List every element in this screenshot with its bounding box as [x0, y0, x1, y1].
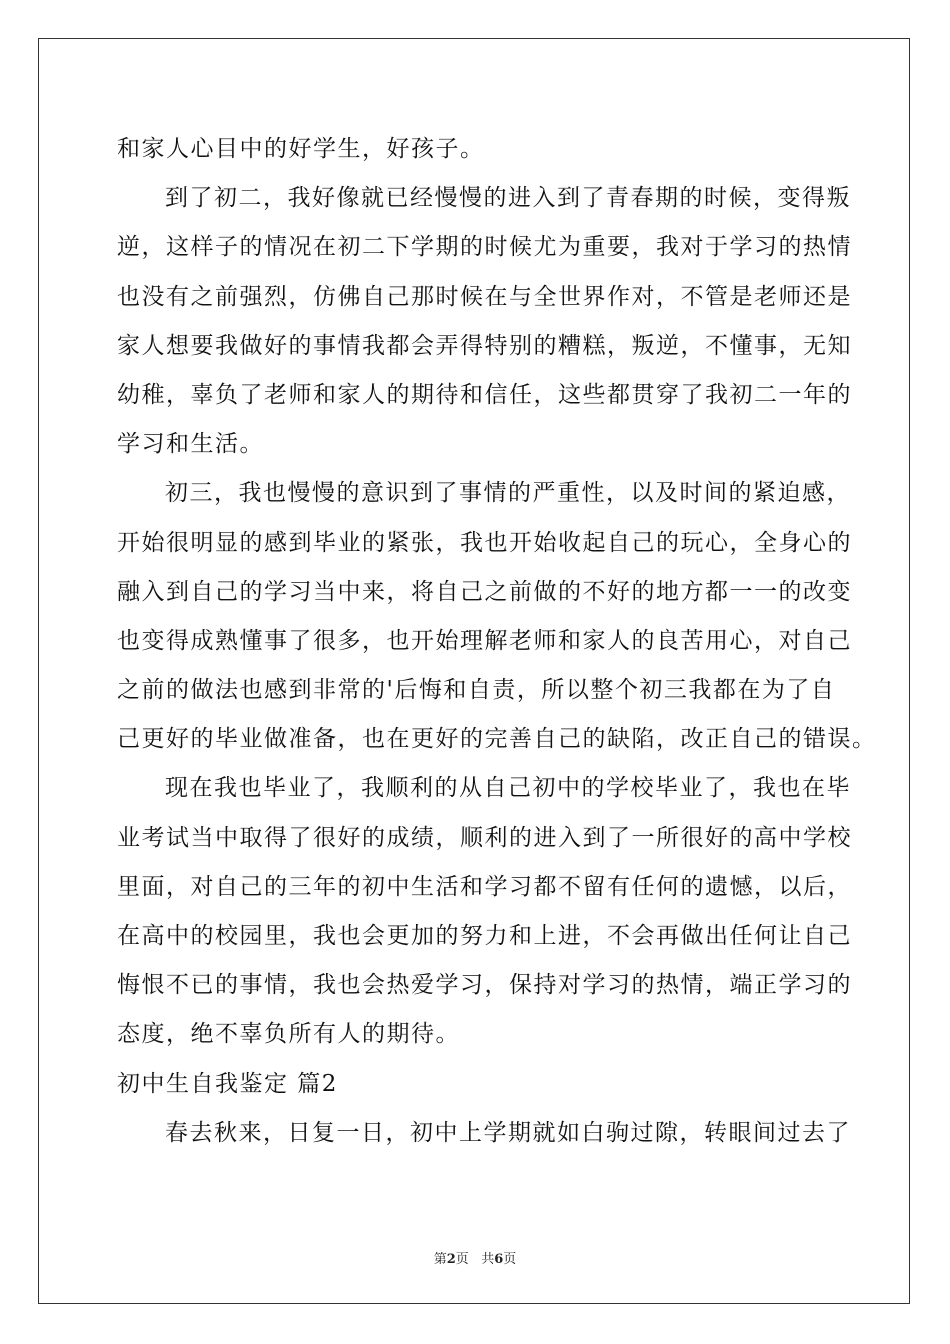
text-line: 也变得成熟懂事了很多，也开始理解老师和家人的良苦用心，对自己 [117, 627, 852, 654]
text-line: 逆，这样子的情况在初二下学期的时候尤为重要，我对于学习的热情 [117, 234, 852, 261]
text-line: 融入到自己的学习当中来，将自己之前做的不好的地方都一一的改变 [117, 578, 852, 605]
footer-total-suffix: 页 [503, 1252, 517, 1267]
text-line: 幼稚，辜负了老师和家人的期待和信任，这些都贯穿了我初二一年的 [117, 381, 852, 408]
page-footer [0, 1248, 950, 1267]
footer-total-pages: 6 [494, 1252, 504, 1267]
text-line: 和家人心目中的好学生，好孩子。 [117, 136, 485, 162]
text-line: 在高中的校园里，我也会更加的努力和上进，不会再做出任何让自己 [117, 923, 852, 949]
text-line: 业考试当中取得了很好的成绩，顺利的进入到了一所很好的高中学校 [117, 824, 852, 851]
text-line: 也没有之前强烈，仿佛自己那时候在与全世界作对，不管是老师还是 [117, 283, 852, 310]
footer-page-suffix: 页 [455, 1252, 469, 1267]
text-line: 到了初二，我好像就已经慢慢的进入到了青春期的时候，变得叛 [165, 185, 851, 212]
footer-page-prefix: 第 [433, 1252, 447, 1267]
text-line: 春去秋来，日复一日，初中上学期就如白驹过隙，转眼间过去了 [165, 1119, 851, 1146]
footer-page-number: 2 [446, 1252, 456, 1267]
text-line: 家人想要我做好的事情我都会弄得特别的糟糕，叛逆，不懂事，无知 [117, 332, 852, 359]
text-line: 开始很明显的感到毕业的紧张，我也开始收起自己的玩心，全身心的 [117, 529, 852, 556]
text-line: 己更好的毕业做准备，也在更好的完善自己的缺陷，改正自己的错误。 [117, 726, 877, 753]
text-line: 学习和生活。 [117, 431, 264, 458]
text-line: 悔恨不已的事情，我也会热爱学习，保持对学习的热情，端正学习的 [117, 972, 852, 999]
text-line: 初三，我也慢慢的意识到了事情的严重性，以及时间的紧迫感， [165, 480, 851, 507]
text-line: 之前的做法也感到非常的'后悔和自责，所以整个初三我都在为了自 [117, 677, 836, 704]
text-line: 态度，绝不辜负所有人的期待。 [117, 1021, 460, 1048]
footer-total-prefix: 共 [481, 1252, 495, 1267]
text-line: 里面，对自己的三年的初中生活和学习都不留有任何的遗憾，以后， [117, 873, 852, 900]
text-line: 初中生自我鉴定 篇2 [117, 1070, 338, 1097]
text-line: 现在我也毕业了，我顺利的从自己初中的学校毕业了，我也在毕 [165, 775, 851, 802]
document-body [117, 125, 877, 1158]
